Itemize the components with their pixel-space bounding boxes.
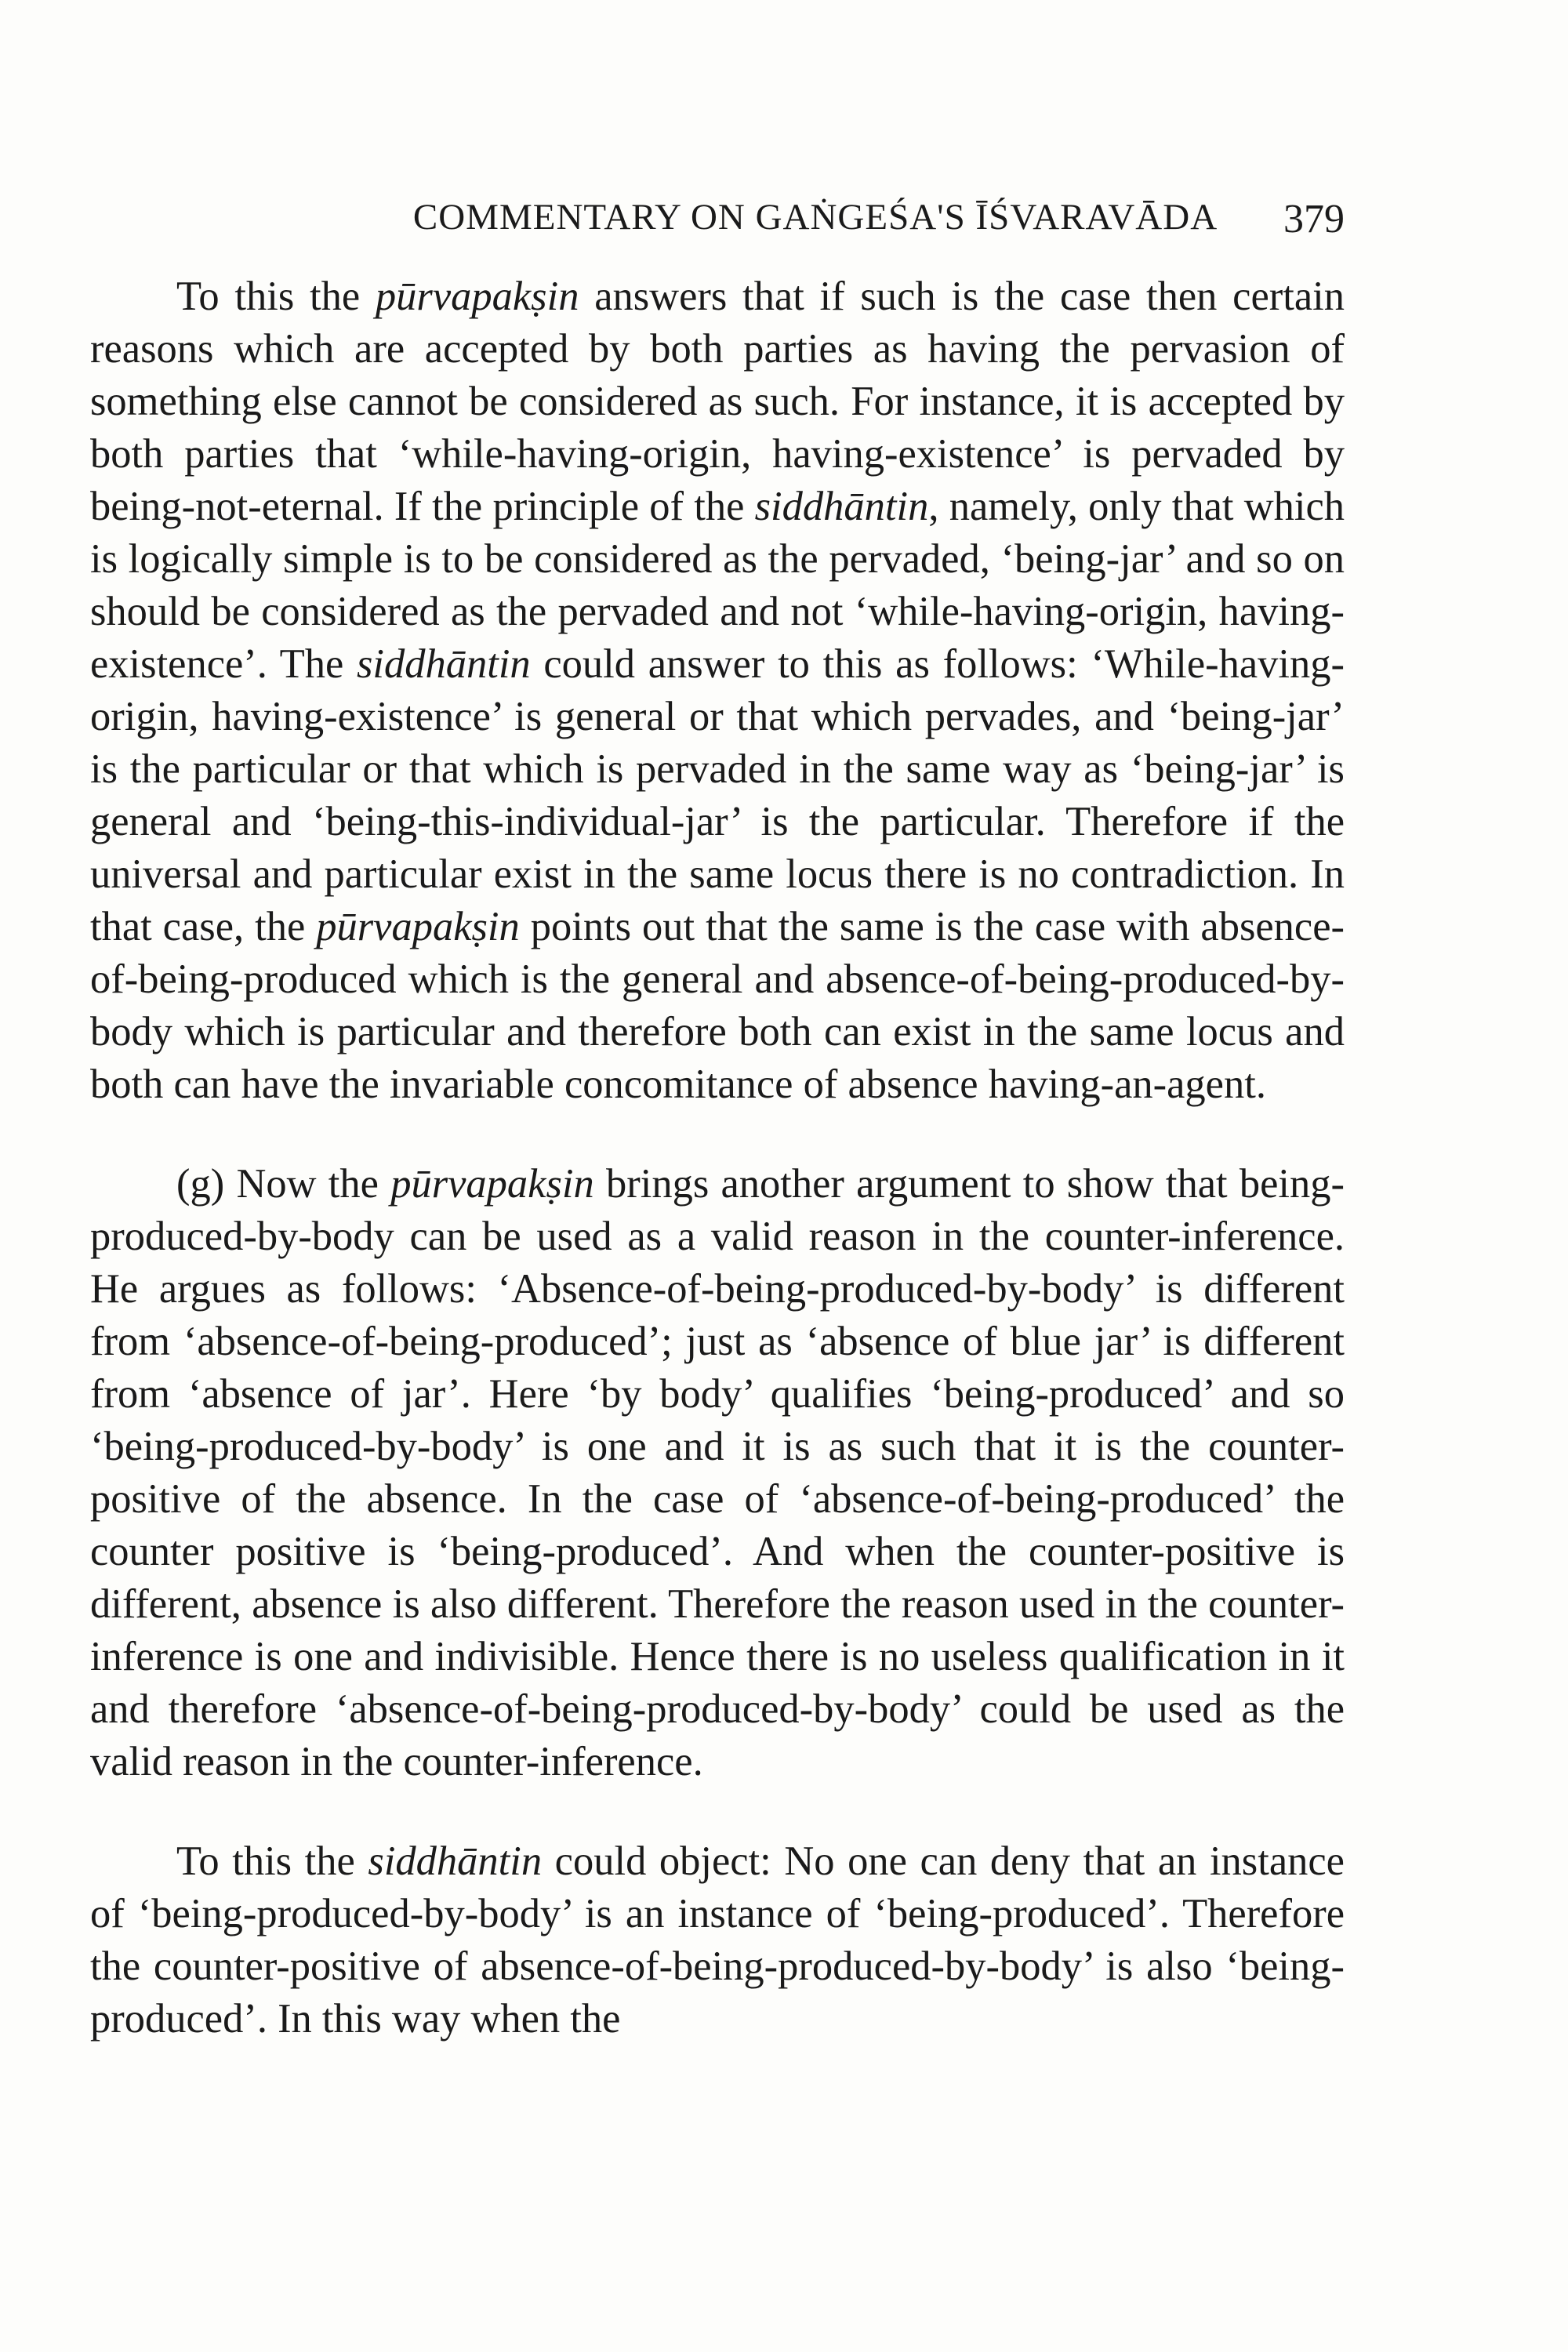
italic-term: pūrvapakṣin [316, 904, 520, 949]
text-segment: To this the [176, 274, 376, 319]
text-segment: could object: No one can deny that an instance of ‘being-produced-by-body’ is an instance of ‘being-produced’. Therefore the counter-positive of absence-of-being-produced-by-body’ is also ‘being-produced’. In this way when the [90, 1838, 1345, 2042]
text-segment: (g) Now the [176, 1161, 391, 1207]
text-segment: To this the [176, 1838, 368, 1884]
running-head: COMMENTARY ON GAṄGEŚA'S ĪŚVARAVĀDA [412, 197, 1218, 238]
text-segment: could answer to this as follows: ‘While-having-origin, having-existence’ is general or that which pervades, and ‘being-jar’ is the particular or that which is pervaded in the same way as ‘being-jar’ is general and ‘being-this-individual-jar’ is the particular. Therefore if the universal and particular exist in the same locus there is no contradiction. In that case, the [90, 641, 1345, 949]
paragraph [90, 1158, 1345, 1788]
text-segment: brings another argument to show that being-produced-by-body can be used as a valid reason in the counter-inference. He argues as follows: ‘Absence-of-being-produced-by-body’ is different from ‘absence-of-being-produced’; just as ‘absence of blue jar’ is different from ‘absence of jar’. Here ‘by body’ qualifies ‘being-produced’ and so ‘being-produced-by-body’ is one and it is as such that it is the counter-positive of the absence. In the case of ‘absence-of-being-produced’ the counter positive is ‘being-produced’. And when the counter-positive is different, absence is also different. Therefore the reason used in the counter-inference is one and indivisible. Hence there is no useless qualification in it and therefore ‘absence-of-being-produced-by-body’ could be used as the valid reason in the counter-inference. [90, 1161, 1345, 1784]
body-text [90, 270, 1345, 2045]
page-number: 379 [1283, 197, 1345, 241]
paragraph [90, 270, 1345, 1111]
italic-term: siddhāntin [754, 484, 929, 529]
italic-term: siddhāntin [368, 1838, 543, 1884]
italic-term: pūrvapakṣin [375, 274, 579, 319]
text-segment: answers that if such is the case then certain reasons which are accepted by both parties as having the pervasion of something else cannot be considered as such. For instance, it is accepted by both parties that ‘while-having-origin, having-existence’ is pervaded by being-not-eternal. If the principle of the [90, 274, 1345, 529]
text-segment: , namely, only that which is logically simple is to be considered as the pervaded, ‘being-jar’ and so on should be considered as the pervaded and not ‘while-having-origin, having-existence’. The [90, 484, 1345, 687]
text-segment: points out that the same is the case with absence-of-being-produced which is the general and absence-of-being-produced-by-body which is particular and therefore both can exist in the same locus and both can have the invariable concomitance of absence having-an-agent. [90, 904, 1345, 1107]
italic-term: pūrvapakṣin [390, 1161, 594, 1207]
italic-term: siddhāntin [356, 641, 531, 687]
paragraph [90, 1835, 1345, 2045]
